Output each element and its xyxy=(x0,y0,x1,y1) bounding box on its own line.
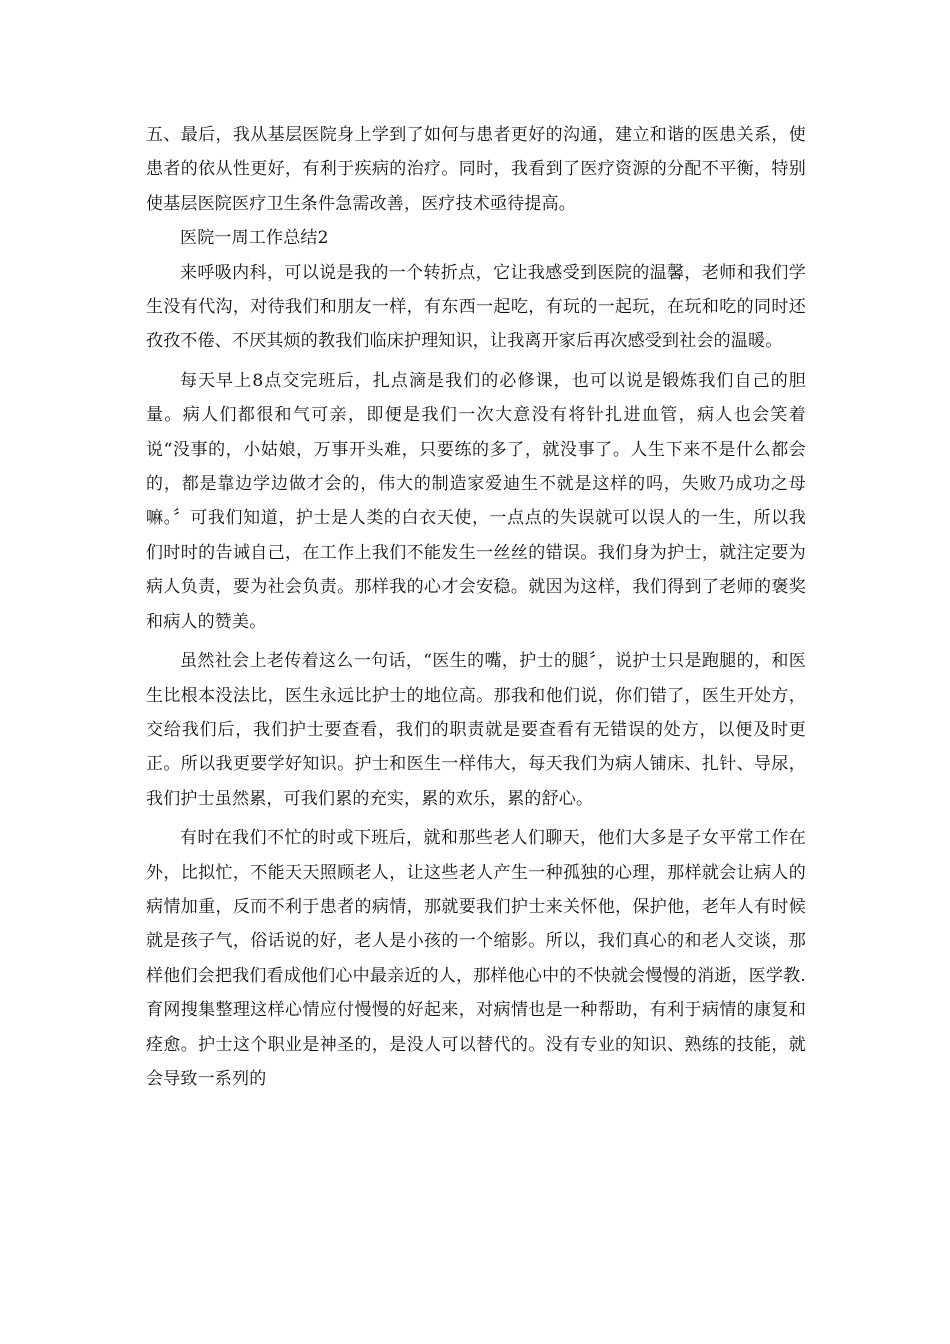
paragraph-elderly-care: 有时在我们不忙的时或下班后，就和那些老人们聊天，他们大多是子女平常工作在外，比拟忙，不能天天照顾老人，让这些老人产生一种孤独的心理，那样就会让病人的病情加重，反而不利于患者的病情，那就要我们护士来关怀他，保护他，老年人有时候就是孩子气，俗话说的好，老人是小孩的一个缩影。所以，我们真心的和老人交谈，那样他们会把我们看成他们心中最亲近的人，那样他心中的不快就会慢慢的消逝，医学教.育网搜集整理这样心情应付慢慢的好起来，对病情也是一种帮助，有利于病情的康复和痊愈。护士这个职业是神圣的，是没人可以替代的。没有专业的知识、熟练的技能，就会导致一系列的 xyxy=(146,828,806,1089)
section-heading: 医院一周工作总结2 xyxy=(180,228,329,249)
paragraph-conclusion: 五、最后，我从基层医院身上学到了如何与患者更好的沟通，建立和谐的医患关系，使患者的依从性更好，有利于疾病的治疗。同时，我看到了医疗资源的分配不平衡，特别使基层医院医疗卫生条件急需改善，医疗技术亟待提高。 xyxy=(146,125,806,214)
paragraph-daily-routine: 每天早上8点交完班后，扎点滴是我们的必修课，也可以说是锻炼我们自己的胆量。病人们都很和气可亲，即便是我们一次大意没有将针扎进血管，病人也会笑着说“没事的，小姑娘，万事开头难，只要练的多了，就没事了。人生下来不是什么都会的，都是靠边学边做才会的，伟大的制造家爱迪生不就是这样的吗，失败乃成功之母嘛。〞可我们知道，护士是人类的白衣天使，一点点的失误就可以误人的一生，所以我们时时的告诫自己，在工作上我们不能发生一丝丝的错误。我们身为护士，就注定要为病人负责，要为社会负责。那样我的心才会安稳。就因为这样，我们得到了老师的褒奖和病人的赞美。 xyxy=(146,370,806,632)
document-page xyxy=(146,118,806,1096)
paragraph-respiratory: 来呼吸内科，可以说是我的一个转折点，它让我感受到医院的温馨，老师和我们学生没有代沟，对待我们和朋友一样，有东西一起吃，有玩的一起玩，在玩和吃的同时还孜孜不倦、不厌其烦的教我们临床护理知识，让我离开家后再次感受到社会的温暖。 xyxy=(146,262,806,352)
paragraph-nurse-role: 虽然社会上老传着这么一句话，“医生的嘴，护士的腿〞，说护士只是跑腿的，和医生比根本没法比，医生永远比护士的地位高。那我和他们说，你们错了，医生开处方，交给我们后，我们护士要查看，我们的职责就是要查看有无错误的处方，以便及时更正。所以我更要学好知识。护士和医生一样伟大，每天我们为病人铺床、扎针、导尿，我们护士虽然累，可我们累的充实，累的欢乐，累的舒心。 xyxy=(146,651,806,809)
